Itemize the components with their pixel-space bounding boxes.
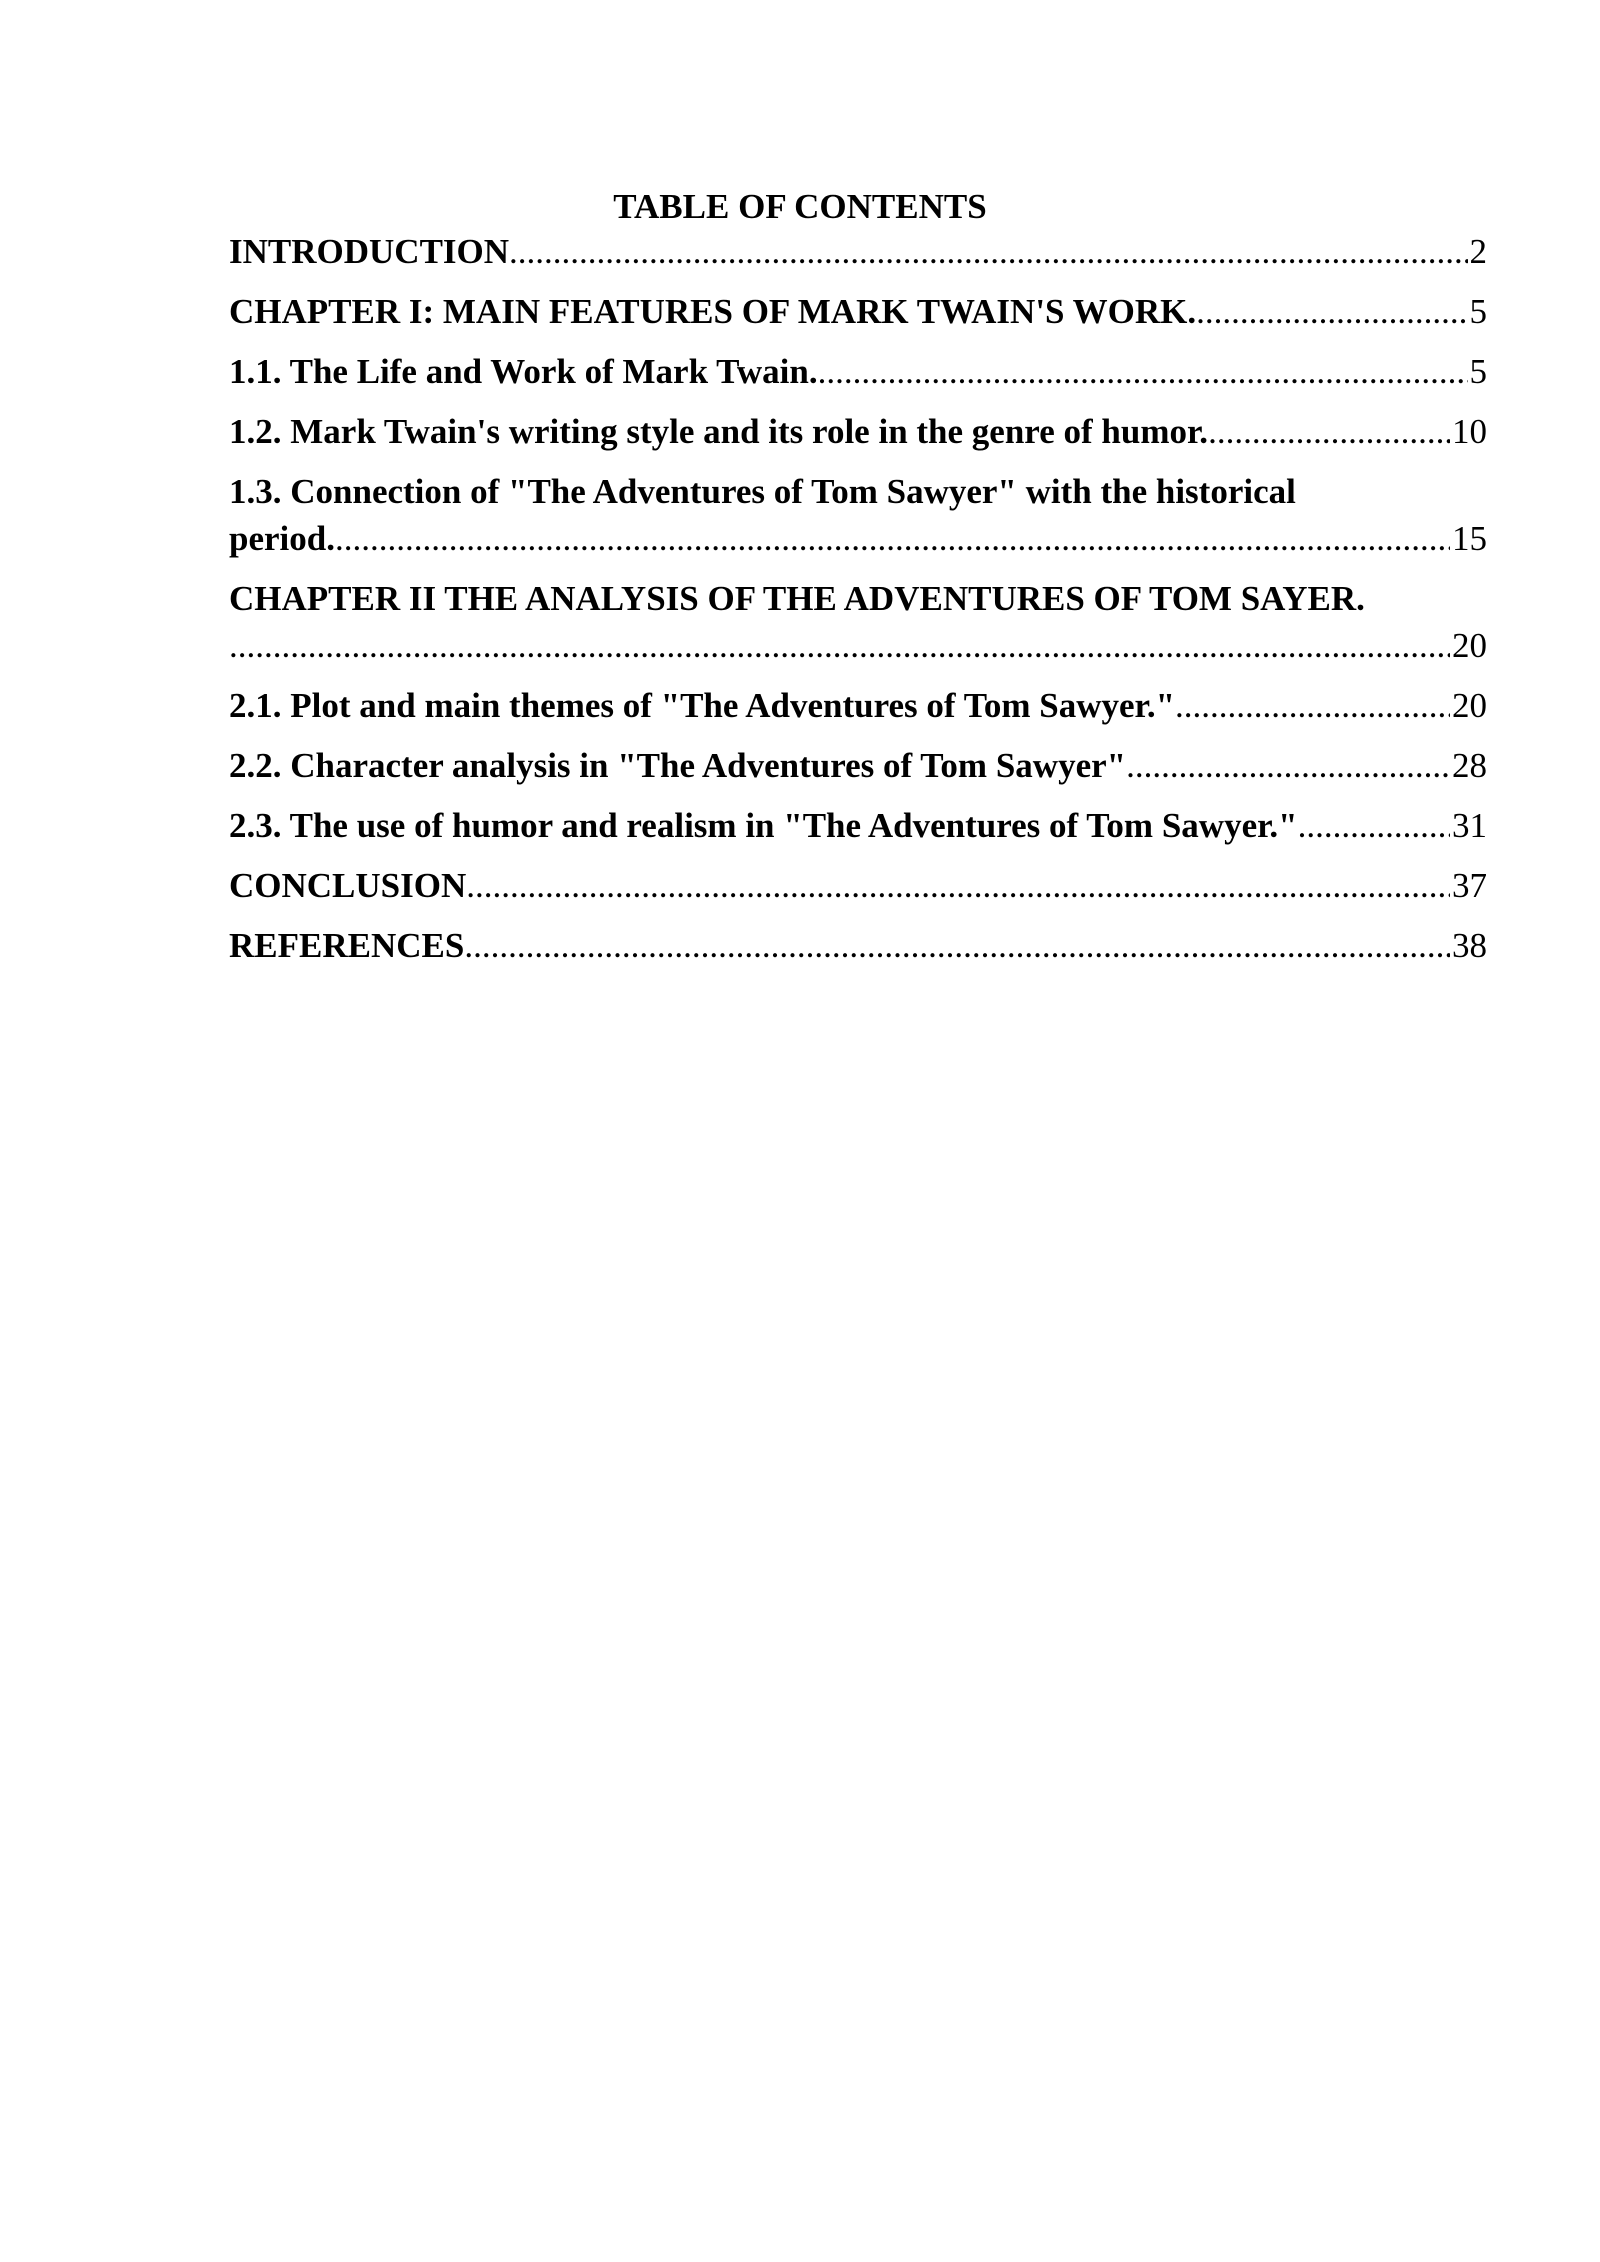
toc-entry-references[interactable] <box>229 922 1487 969</box>
dot-leader <box>1126 742 1450 789</box>
toc-entry-section-2-1[interactable] <box>229 682 1487 729</box>
toc-entry-label-continued: period. <box>229 519 335 558</box>
toc-entry-page: 38 <box>1452 926 1487 965</box>
toc-entry-label: 2.2. Character analysis in "The Adventures of Tom Sawyer" <box>229 746 1127 785</box>
dot-leader <box>818 348 1468 395</box>
toc-entry-page: 15 <box>1452 519 1487 558</box>
toc-entry-page: 5 <box>1469 292 1487 331</box>
toc-entry-section-1-3[interactable] <box>229 468 1487 562</box>
toc-entry-label: CHAPTER I: MAIN FEATURES OF MARK TWAIN'S WORK. <box>229 292 1197 331</box>
toc-entry-page: 5 <box>1469 352 1487 391</box>
dot-leader <box>466 862 1450 909</box>
toc-entry-page: 37 <box>1452 866 1487 905</box>
toc-entry-page: 20 <box>1452 626 1487 665</box>
toc-entry-label: REFERENCES <box>229 926 465 965</box>
toc-entry-introduction[interactable] <box>229 228 1487 275</box>
toc-entry-chapter-2[interactable] <box>229 575 1487 669</box>
toc-entry-page: 10 <box>1452 412 1487 451</box>
toc-entry-label: 1.2. Mark Twain's writing style and its role in the genre of humor. <box>229 412 1209 451</box>
dot-leader <box>1196 288 1467 335</box>
toc-entry-label: 2.3. The use of humor and realism in "The Adventures of Tom Sawyer." <box>229 806 1298 845</box>
dot-leader <box>1298 802 1450 849</box>
toc-entry-label: INTRODUCTION <box>229 232 510 271</box>
dot-leader <box>229 622 1450 669</box>
dot-leader <box>464 922 1450 969</box>
toc-entry-label: 2.1. Plot and main themes of "The Adventures of Tom Sawyer." <box>229 686 1176 725</box>
toc-entry-label: CONCLUSION <box>229 866 467 905</box>
toc-entry-section-2-3[interactable] <box>229 802 1487 849</box>
toc-entry-chapter-1[interactable] <box>229 288 1487 335</box>
toc-entry-label: 1.1. The Life and Work of Mark Twain. <box>229 352 818 391</box>
toc-entry-section-1-2[interactable] <box>229 408 1487 455</box>
table-of-contents <box>229 228 1487 982</box>
toc-entry-page: 2 <box>1469 232 1487 271</box>
toc-entry-page: 20 <box>1452 686 1487 725</box>
toc-entry-conclusion[interactable] <box>229 862 1487 909</box>
toc-entry-page: 28 <box>1452 746 1487 785</box>
toc-entry-label: 1.3. Connection of "The Adventures of Tom Sawyer" with the historical <box>229 472 1296 511</box>
toc-entry-section-2-2[interactable] <box>229 742 1487 789</box>
dot-leader <box>1175 682 1450 729</box>
toc-entry-section-1-1[interactable] <box>229 348 1487 395</box>
dot-leader <box>509 228 1467 275</box>
dot-leader <box>335 515 1450 562</box>
dot-leader <box>1208 408 1450 455</box>
toc-entry-page: 31 <box>1452 806 1487 845</box>
toc-title: TABLE OF CONTENTS <box>613 187 987 226</box>
toc-entry-label: CHAPTER II THE ANALYSIS OF THE ADVENTURES OF TOM SAYER. <box>229 579 1365 618</box>
